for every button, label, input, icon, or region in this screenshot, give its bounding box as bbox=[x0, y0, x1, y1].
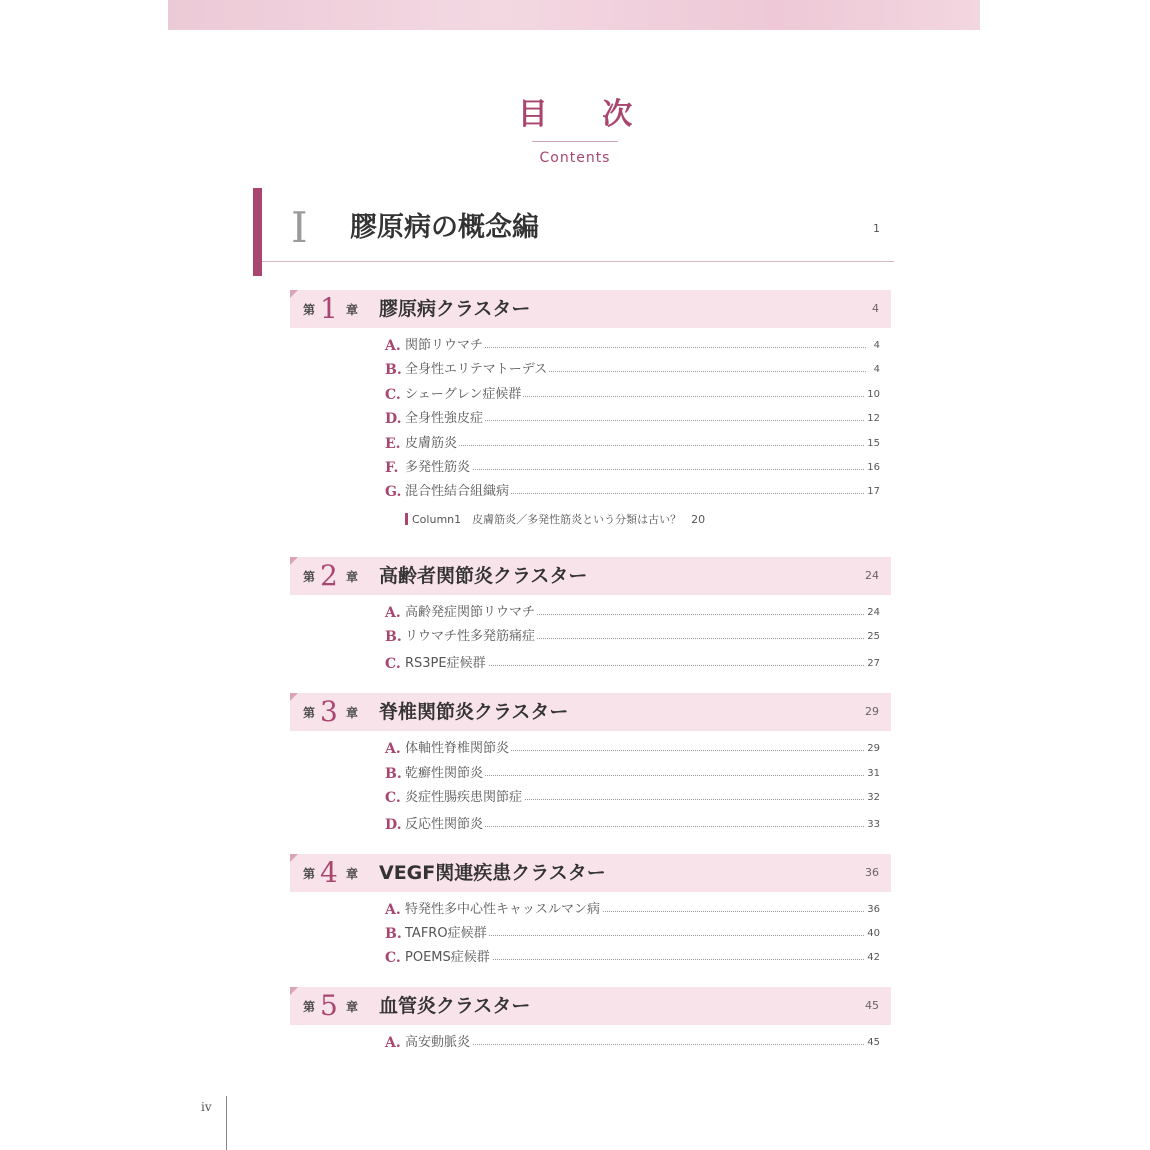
chapter-number: 4 bbox=[320, 856, 338, 889]
toc-entry[interactable] bbox=[385, 483, 880, 501]
entry-page-number: 27 bbox=[865, 655, 880, 673]
entry-title: RS3PE症候群 bbox=[405, 656, 486, 671]
toc-title: 目 次 bbox=[517, 97, 655, 132]
part-page-number: 1 bbox=[873, 222, 880, 235]
entry-title: リウマチ性多発筋痛症 bbox=[405, 629, 536, 644]
chapter-number: 5 bbox=[320, 989, 338, 1022]
entry-page-number: 17 bbox=[865, 483, 880, 501]
entry-title: TAFRO症候群 bbox=[405, 926, 487, 941]
chapter-number: 1 bbox=[320, 292, 338, 325]
chapter-title: 膠原病クラスター bbox=[379, 298, 531, 320]
chapter-suffix: 章 bbox=[346, 706, 359, 720]
entry-page-number: 24 bbox=[865, 604, 880, 622]
entry-page-number: 29 bbox=[865, 740, 880, 758]
entry-title: シェーグレン症候群 bbox=[405, 387, 522, 402]
toc-subtitle: Contents bbox=[539, 150, 611, 166]
entry-title: 反応性関節炎 bbox=[405, 817, 484, 832]
entry-title: 関節リウマチ bbox=[405, 338, 484, 353]
chapter-number: 3 bbox=[320, 695, 338, 728]
entry-page-number: 4 bbox=[872, 361, 880, 379]
chapter-prefix: 第 bbox=[303, 867, 316, 881]
chapter-page-number: 29 bbox=[865, 705, 879, 718]
toc-entry[interactable] bbox=[385, 816, 880, 834]
entry-title: 体軸性脊椎関節炎 bbox=[405, 741, 510, 756]
entry-letter: A. bbox=[385, 741, 401, 757]
entry-page-number: 33 bbox=[865, 816, 880, 834]
entry-page-number: 40 bbox=[865, 925, 880, 943]
part-accent-bar bbox=[253, 188, 262, 276]
entry-letter: A. bbox=[385, 902, 401, 918]
column-marker bbox=[405, 513, 408, 525]
chapter-suffix: 章 bbox=[346, 570, 359, 584]
toc-entry[interactable] bbox=[385, 765, 880, 783]
entry-letter: B. bbox=[385, 766, 402, 782]
entry-title: 高安動脈炎 bbox=[405, 1035, 471, 1050]
chapter-title: VEGF関連疾患クラスター bbox=[379, 862, 606, 884]
chapter-3-header[interactable] bbox=[290, 693, 891, 731]
dot-leader bbox=[405, 1044, 866, 1045]
entry-page-number: 32 bbox=[865, 789, 880, 807]
toc-entry[interactable] bbox=[385, 435, 880, 453]
entry-page-number: 16 bbox=[865, 459, 880, 477]
title-underline bbox=[532, 141, 618, 142]
column-page-number: 20 bbox=[691, 513, 706, 526]
toc-entry[interactable] bbox=[385, 949, 880, 967]
entry-page-number: 42 bbox=[865, 949, 880, 967]
chapter-prefix: 第 bbox=[303, 706, 316, 720]
entry-page-number: 25 bbox=[865, 628, 880, 646]
chapter-5-header[interactable] bbox=[290, 987, 891, 1025]
toc-entry[interactable] bbox=[385, 337, 880, 355]
entry-title: 皮膚筋炎 bbox=[405, 436, 458, 451]
folio-rule bbox=[226, 1096, 227, 1150]
entry-title: 特発性多中心性キャッスルマン病 bbox=[405, 902, 601, 917]
dot-leader bbox=[405, 445, 866, 446]
entry-letter: B. bbox=[385, 926, 402, 942]
chapter-suffix: 章 bbox=[346, 303, 359, 317]
entry-title: 混合性結合組織病 bbox=[405, 484, 510, 499]
chapter-page-number: 36 bbox=[865, 866, 879, 879]
entry-letter: D. bbox=[385, 411, 402, 427]
toc-entry[interactable] bbox=[385, 655, 880, 673]
entry-letter: B. bbox=[385, 362, 402, 378]
entry-letter: C. bbox=[385, 387, 401, 403]
entry-page-number: 45 bbox=[865, 1034, 880, 1052]
chapter-title: 脊椎関節炎クラスター bbox=[379, 701, 569, 723]
chapter-prefix: 第 bbox=[303, 1000, 316, 1014]
entry-title: 炎症性腸疾患関節症 bbox=[405, 790, 523, 805]
chapter-page-number: 4 bbox=[872, 302, 879, 315]
entry-title: 高齢発症関節リウマチ bbox=[405, 605, 536, 620]
entry-title: 全身性強皮症 bbox=[405, 411, 484, 426]
column-title: 皮膚筋炎／多発性筋炎という分類は古い？ bbox=[472, 513, 682, 526]
toc-entry[interactable] bbox=[385, 459, 880, 477]
toc-entry[interactable] bbox=[385, 1034, 880, 1052]
entry-letter: D. bbox=[385, 817, 402, 833]
entry-page-number: 36 bbox=[865, 901, 880, 919]
part-title[interactable]: 膠原病の概念編 bbox=[350, 212, 539, 243]
header-decoration-band bbox=[168, 0, 980, 30]
toc-entry[interactable] bbox=[385, 628, 880, 646]
column-label: Column1 bbox=[412, 513, 462, 526]
chapter-1-header[interactable] bbox=[290, 290, 891, 328]
part-numeral: I bbox=[291, 203, 308, 252]
toc-entry[interactable] bbox=[385, 901, 880, 919]
entry-page-number: 4 bbox=[872, 337, 880, 355]
entry-page-number: 10 bbox=[865, 386, 880, 404]
page-folio: iv bbox=[201, 1100, 212, 1114]
toc-entry[interactable] bbox=[385, 386, 880, 404]
entry-page-number: 31 bbox=[865, 765, 880, 783]
dot-leader bbox=[405, 469, 866, 470]
chapter-title: 高齢者関節炎クラスター bbox=[379, 565, 588, 587]
toc-entry[interactable] bbox=[385, 410, 880, 428]
toc-entry[interactable] bbox=[385, 789, 880, 807]
entry-letter: A. bbox=[385, 605, 401, 621]
chapter-number: 2 bbox=[320, 559, 338, 592]
entry-letter: C. bbox=[385, 950, 401, 966]
entry-letter: A. bbox=[385, 1035, 401, 1051]
toc-entry[interactable] bbox=[385, 361, 880, 379]
entry-page-number: 15 bbox=[865, 435, 880, 453]
entry-letter: E. bbox=[385, 436, 401, 452]
chapter-page-number: 45 bbox=[865, 999, 879, 1012]
toc-entry[interactable] bbox=[385, 925, 880, 943]
entry-title: 乾癬性関節炎 bbox=[405, 766, 484, 781]
entry-letter: G. bbox=[385, 484, 402, 500]
chapter-suffix: 章 bbox=[346, 867, 359, 881]
column-entry[interactable] bbox=[405, 512, 705, 528]
entry-page-number: 12 bbox=[865, 410, 880, 428]
chapter-page-number: 24 bbox=[865, 569, 879, 582]
chapter-4-header[interactable] bbox=[290, 854, 891, 892]
entry-letter: F. bbox=[385, 460, 399, 476]
entry-letter: C. bbox=[385, 790, 401, 806]
entry-letter: C. bbox=[385, 656, 401, 672]
entry-letter: A. bbox=[385, 338, 401, 354]
chapter-2-header[interactable] bbox=[290, 557, 891, 595]
chapter-prefix: 第 bbox=[303, 303, 316, 317]
toc-entry[interactable] bbox=[385, 740, 880, 758]
toc-title-block bbox=[0, 95, 1150, 166]
chapter-suffix: 章 bbox=[346, 1000, 359, 1014]
chapter-prefix: 第 bbox=[303, 570, 316, 584]
toc-entry[interactable] bbox=[385, 604, 880, 622]
entry-title: 多発性筋炎 bbox=[405, 460, 471, 475]
part-divider bbox=[262, 261, 894, 262]
chapter-title: 血管炎クラスター bbox=[379, 995, 531, 1017]
entry-letter: B. bbox=[385, 629, 402, 645]
entry-title: POEMS症候群 bbox=[405, 950, 490, 965]
entry-title: 全身性エリテマトーデス bbox=[405, 362, 548, 377]
